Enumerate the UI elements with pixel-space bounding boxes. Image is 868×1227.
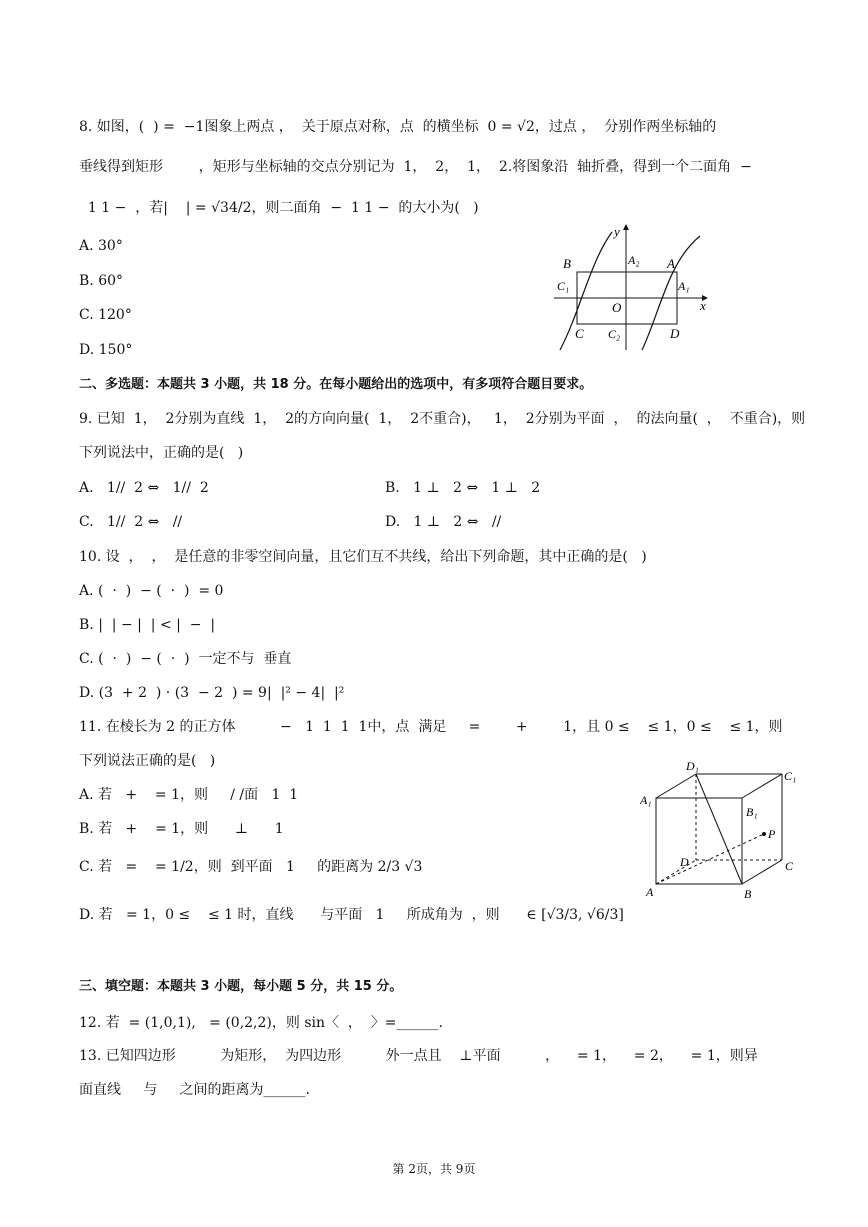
q13-line-2: 面直线 与 之间的距离为______. [79, 1082, 310, 1098]
q9-option-d: D. 1 ⊥ 2 ⇔ // [385, 514, 502, 530]
label-a: A [667, 256, 675, 271]
line-d1b [696, 774, 742, 884]
page-footer: 第 2页，共 9页 [392, 1162, 476, 1176]
label-o: O [612, 300, 622, 315]
q9-option-a: A. 1// 2 ⇔ 1// 2 [79, 480, 209, 496]
q9-line-2: 下列说法中，正确的是( ) [79, 445, 244, 461]
label-x: x [700, 298, 706, 313]
line-ap [656, 834, 764, 884]
label-b1: B₁ [746, 805, 758, 819]
q13-line-1: 13. 已知四边形 为矩形， 为四边形 外一点且 ⊥平面 ， = 1， = 2， = 1，则异 [79, 1048, 758, 1064]
label-d1: D₁ [686, 759, 699, 773]
q8-line-2: 垂线得到矩形 ，矩形与坐标轴的交点分别记为 1， 2， 1， 2.将图象沿 轴折叠，得到一个二面角 − [79, 159, 752, 175]
label-c1: C₁ [784, 769, 797, 783]
edge-a1d1 [656, 774, 696, 798]
q8-figure [550, 222, 720, 354]
point-p [762, 832, 766, 836]
label-a1: A₁ [640, 793, 652, 807]
edge-bc [742, 860, 782, 884]
q11-line-2: 下列说法正确的是( ) [79, 753, 216, 769]
q9-option-b: B. 1 ⊥ 2 ⇔ 1 ⊥ 2 [385, 480, 541, 496]
q8-option-d: D. 150° [79, 342, 133, 358]
label-c: C [575, 326, 584, 341]
q10-option-a: A. ( · ) − ( · ) = 0 [79, 583, 224, 599]
q8-option-a: A. 30° [79, 238, 123, 254]
label-y: y [614, 224, 620, 239]
label-b: B [563, 256, 571, 271]
edge-b1c1 [742, 774, 782, 798]
q12-line: 12. 若 = (1,0,1), = (0,2,2)，则 sin〈 ， 〉=______. [79, 1015, 443, 1031]
q10-option-c: C. ( · ) − ( · ) 一定不与 垂直 [79, 651, 292, 667]
q11-line-1: 11. 在棱长为 2 的正方体 − 1 1 1 1中，点 满足 = + 1，且 0 ≤ ≤ 1，0 ≤ ≤ 1，则 [79, 719, 783, 735]
front-face [656, 798, 742, 884]
q9-option-c: C. 1// 2 ⇔ // [79, 514, 183, 530]
label-a2: A₂ [628, 253, 640, 267]
label-c: C [785, 859, 794, 873]
edge-ad [656, 860, 696, 884]
q8-line-3: 1 1 − ，若| | = √34/2，则二面角 − 1 1 − 的大小为( ) [79, 200, 479, 216]
q11-option-a: A. 若 + = 1，则 / /面 1 1 [79, 787, 299, 803]
q9-line-1: 9. 已知 1， 2分别为直线 1， 2的方向向量( 1， 2不重合)， 1， 2分别为平面 ， 的法向量( ， 不重合)，则 [79, 411, 806, 427]
q10-option-d: D. (3 + 2 ) · (3 − 2 ) = 9| |² − 4| |² [79, 685, 345, 701]
q11-option-d: D. 若 = 1，0 ≤ ≤ 1 时，直线 与平面 1 所成角为 ，则 ∈ [√3/3, √6/3] [79, 907, 624, 923]
label-c2: C₂ [608, 327, 621, 341]
label-d: D [670, 326, 680, 341]
q11-option-b: B. 若 + = 1，则 ⊥ 1 [79, 821, 284, 837]
q8-option-b: B. 60° [79, 273, 124, 289]
label-d: D [680, 855, 689, 869]
label-a1: A₁ [678, 279, 690, 293]
q11-cube-figure [640, 758, 805, 903]
section-3-heading: 三、填空题：本题共 3 小题，每小题 5 分，共 15 分。 [79, 979, 403, 994]
label-p: P [768, 827, 776, 841]
q8-line-1: 8. 如图，( ) = −1图象上两点 ， 关于原点对称，点 的横坐标 0 = √2，过点 ， 分别作两坐标轴的 [79, 119, 717, 135]
label-b: B [744, 887, 752, 901]
q8-option-c: C. 120° [79, 307, 132, 323]
q11-option-c: C. 若 = = 1/2，则 到平面 1 的距离为 2/3 √3 [79, 859, 423, 875]
y-axis-arrow [623, 224, 629, 230]
section-2-heading: 二、多选题：本题共 3 小题，共 18 分。在每小题给出的选项中，有多项符合题目要求。 [79, 377, 593, 392]
label-c1: C₁ [557, 279, 570, 293]
q10-option-b: B. | | − | | < | − | [79, 617, 216, 633]
q10-line-1: 10. 设 ， ， 是任意的非零空间向量，且它们互不共线，给出下列命题，其中正确的是( ) [79, 549, 647, 565]
label-a: A [646, 885, 654, 899]
